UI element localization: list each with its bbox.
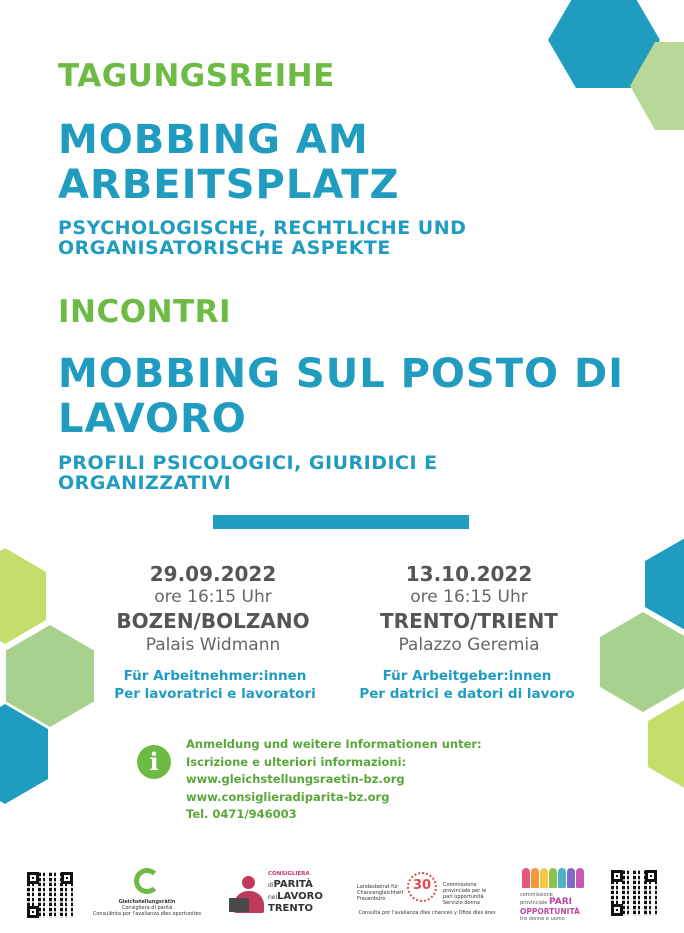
audience-bolzano (100, 667, 330, 703)
footer-logos (0, 858, 684, 933)
logo1-line: Gleichstellungsrätin (118, 899, 176, 905)
logo3-line: Commissione provinciale per le pari opportunità Servizio donna (443, 882, 487, 906)
event-bolzano (98, 562, 328, 656)
audience-de: Für Arbeitnehmer:innen (123, 668, 307, 684)
logo2-word: di (268, 882, 274, 889)
event-trento (354, 562, 584, 656)
title-it: MOBBING SUL POSTO DI LAVORO (58, 351, 625, 442)
title-de: MOBBING AM ARBEITSPLATZ (58, 117, 400, 208)
phone-number[interactable]: Tel. 0471/946003 (186, 807, 297, 821)
logo4-line: OPPORTUNITÀ (520, 907, 580, 916)
logo4-line: tra donne e uomo (520, 916, 565, 922)
logo4-word: provinciale (520, 900, 548, 906)
logo3-number: 30 (412, 878, 432, 893)
event-venue: Palazzo Geremia (398, 635, 540, 655)
logo-pari-opportunita (520, 864, 592, 926)
event-city: BOZEN/BOLZANO (116, 609, 310, 633)
logo1-line: Consulënta por l'avalianza dles oportunites (92, 911, 202, 917)
qr-code-right-icon (611, 870, 657, 916)
logo-gleichstellungsraetin (92, 866, 202, 926)
logo2-line: TRENTO (268, 903, 314, 914)
logo2-line: CONSIGLIERA (268, 871, 310, 877)
event-time: ore 16:15 Uhr (154, 587, 272, 607)
ring-icon (134, 868, 160, 894)
kicker-de: TAGUNGSREIHE (58, 58, 335, 94)
audience-trento (352, 667, 582, 703)
info-line: Anmeldung und weitere Informationen unter: (186, 737, 482, 751)
website-link-it[interactable]: www.consiglieradiparita-bz.org (186, 789, 390, 804)
logo2-word: PARITÀ (273, 879, 313, 890)
qr-code-left-icon (27, 872, 73, 918)
website-link-de[interactable]: www.gleichstellungsraetin-bz.org (186, 772, 405, 786)
info-icon: i (137, 745, 171, 779)
hexagon-decor-left-green (6, 625, 94, 727)
logo-landesbeirat (357, 868, 497, 924)
info-block (186, 736, 546, 824)
logo1-line: Consigliera di parità (121, 905, 173, 911)
event-date: 13.10.2022 (405, 562, 533, 586)
logo2-word: nel (268, 894, 278, 901)
logo3-line: Consulta por l'avalianza dles chances y Ofize dles ëres (358, 910, 496, 916)
event-time: ore 16:15 Uhr (410, 587, 528, 607)
audience-it: Per datrici e datori di lavoro (359, 686, 575, 702)
logo2-word: LAVORO (277, 891, 323, 902)
subtitle-it: PROFILI PSICOLOGICI, GIURIDICI E ORGANIZZATIVI (58, 452, 438, 494)
figure-icon (232, 876, 264, 916)
audience-it: Per lavoratrici e lavoratori (114, 686, 316, 702)
audience-de: Für Arbeitgeber:innen (382, 668, 552, 684)
logo4-line: commissione (520, 892, 553, 898)
event-city: TRENTO/TRIENT (380, 609, 558, 633)
subtitle-de: PSYCHOLOGISCHE, RECHTLICHE UND ORGANISATORISCHE ASPEKTE (58, 217, 467, 259)
info-line: Iscrizione e ulteriori informazioni: (186, 754, 407, 769)
kicker-it: INCONTRI (58, 294, 232, 330)
logo3-line: Landesbeirat für Chancengleichheit Frauenbüro (357, 884, 404, 902)
divider-bar (213, 515, 469, 529)
logo4-word: PARI (548, 897, 572, 907)
logo-consigliera-trento (232, 870, 332, 920)
hexagon-decor-right-teal (645, 538, 684, 630)
people-icon (520, 864, 592, 890)
hexagon-decor-left-lime (0, 548, 46, 644)
event-date: 29.09.2022 (149, 562, 277, 586)
hexagon-decor-right-lime (648, 698, 684, 790)
event-venue: Palais Widmann (145, 635, 281, 655)
hexagon-decor-right-green (600, 612, 684, 712)
